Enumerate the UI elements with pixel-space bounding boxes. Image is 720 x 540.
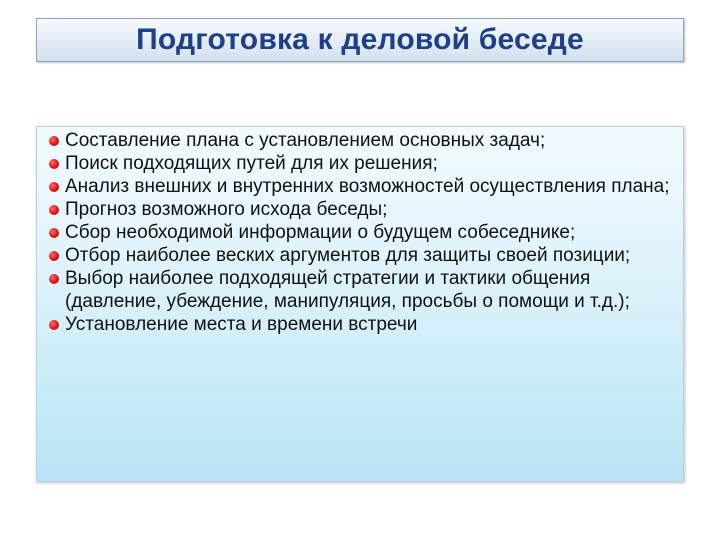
list-item [47,221,677,244]
bullet-text: Прогноз возможного исхода беседы; [65,199,388,220]
bullet-text: Анализ внешних и внутренних возможностей осуществления плана; [65,176,670,197]
bullet-text: Поиск подходящих путей для их решения; [65,153,438,174]
bullet-text: Установление места и времени встречи [65,314,418,335]
bullet-text: Выбор наиболее подходящей стратегии и тактики общения (давление, убеждение, манипуляция, просьбы о помощи и т.д.); [65,268,630,312]
list-item [47,175,677,198]
bullet-list [47,129,677,336]
content-box [36,126,684,482]
list-item [47,152,677,175]
bullet-text: Составление плана с установлением основных задач; [65,130,546,151]
list-item [47,129,677,152]
bullet-dot-icon [49,205,59,215]
list-item [47,244,677,267]
bullet-dot-icon [49,136,59,146]
bullet-text: Отбор наиболее веских аргументов для защиты своей позиции; [65,245,631,266]
bullet-dot-icon [49,320,59,330]
list-item [47,267,677,313]
bullet-dot-icon [49,274,59,284]
list-item [47,198,677,221]
title-box [36,18,684,62]
slide-title: Подготовка к деловой беседе [136,23,584,56]
bullet-text: Сбор необходимой информации о будущем собеседнике; [65,222,576,243]
bullet-dot-icon [49,251,59,261]
bullet-dot-icon [49,159,59,169]
bullet-dot-icon [49,182,59,192]
bullet-dot-icon [49,228,59,238]
list-item [47,313,677,336]
